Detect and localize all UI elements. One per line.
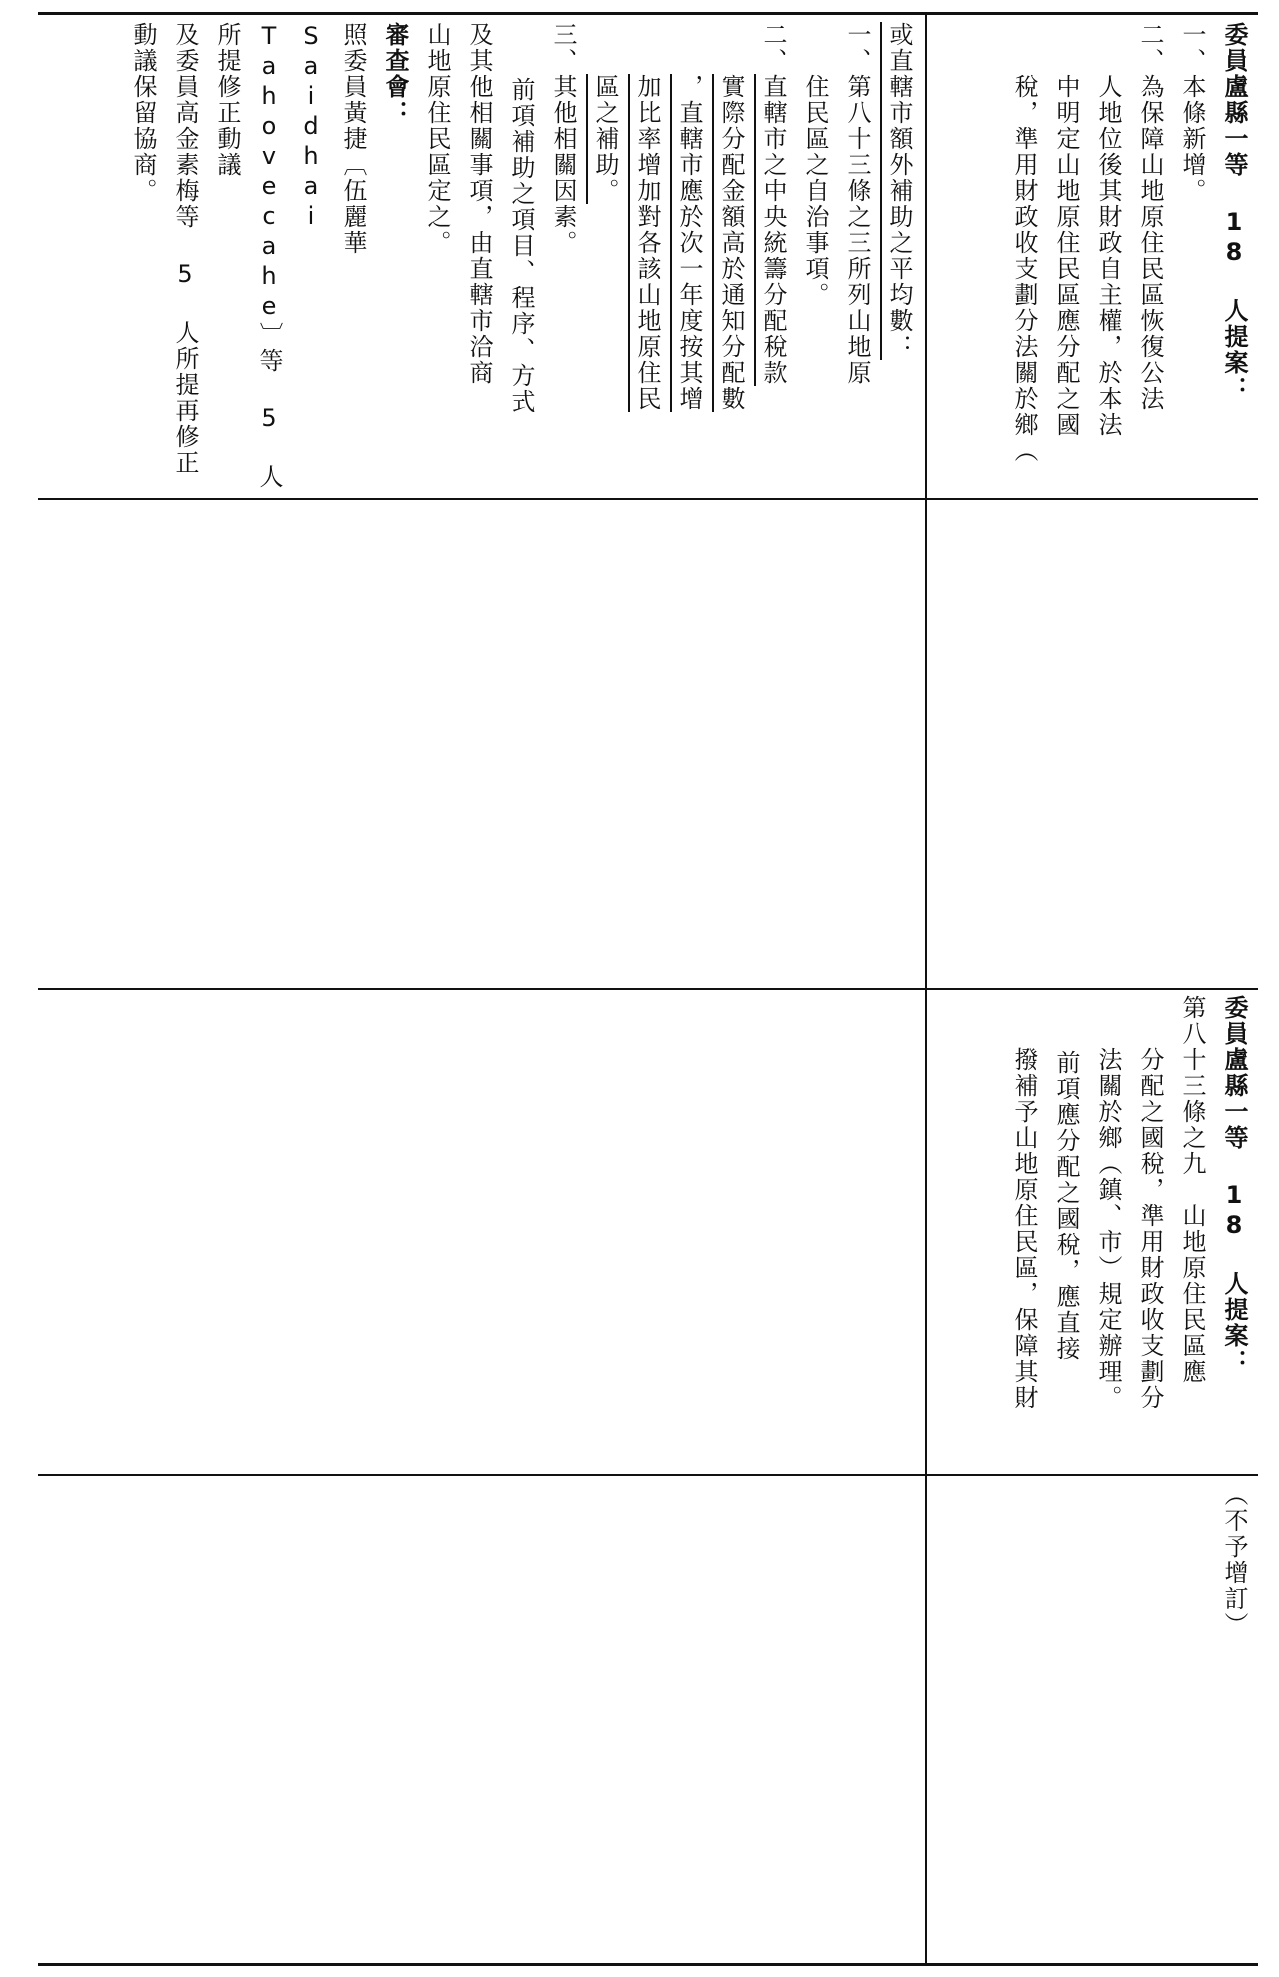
table-row-divider-1 (38, 498, 1258, 500)
cell-line: 人地位後其財政自主權，於本法 (1094, 74, 1122, 438)
section-heading: 審查會： (381, 22, 409, 126)
table-top-border (38, 12, 1258, 15)
cell-line: 動議保留協商。 (129, 22, 157, 204)
cell-line: 照委員黃捷〔伍麗華 Saidhai (297, 22, 367, 256)
cell-line: ，直轄市應於次一年度按其增 (675, 74, 703, 412)
cell-line: 分配之國稅，準用財政收支劃分 (1136, 1047, 1164, 1411)
cell-line: 住民區之自治事項。 (801, 74, 829, 308)
cell-line: 或直轄市額外補助之平均數： (885, 22, 913, 360)
cell-line: 前項補助之項目、程序、方式 (507, 77, 535, 415)
table-bottom-border (38, 1963, 1258, 1966)
cell-line: 稅，準用財政收支劃分法關於鄉（ (1010, 74, 1038, 464)
cell-line: （不予增訂） (1220, 1482, 1248, 1638)
section-heading: 委員盧縣一等 18 人提案： (1220, 22, 1248, 402)
table-row-divider-2 (38, 988, 1258, 990)
cell-line: Tahovecahe〕等 5 人所提修正動議 (213, 22, 283, 490)
cell-line (752, 22, 794, 492)
cell-line: 及委員高金素梅等 5 人所提再修正 (171, 22, 199, 476)
cell-line: 撥補予山地原住民區，保障其財 (1010, 1047, 1038, 1411)
cell-line: 第八十三條之九 山地原住民區應 (1178, 995, 1206, 1385)
cell-line: 及其他相關事項，由直轄市洽商 (465, 22, 493, 386)
cell-line: 前項應分配之國稅，應直接 (1052, 1050, 1080, 1362)
top-left-cell (930, 22, 1255, 492)
cell-line: 山地原住民區定之。 (423, 22, 451, 256)
section-heading: 委員盧縣一等 18 人提案： (1220, 995, 1248, 1375)
cell-line: 區之補助。 (591, 74, 619, 204)
top-right-cell (40, 22, 920, 492)
cell-line: 加比率增加對各該山地原住民 (633, 74, 661, 412)
cell-line: 中明定山地原住民區應分配之國 (1052, 74, 1080, 438)
list-prefix: 二、 (759, 22, 787, 74)
cell-line: 一、本條新增。 (1178, 22, 1206, 204)
cell-line: 實際分配金額高於通知分配數 (717, 74, 745, 412)
underlined-text: 直轄市之中央統籌分配稅款 (759, 74, 787, 386)
cell-line: 二、為保障山地原住民區恢復公法 (1136, 22, 1164, 412)
cell-line: 一、第八十三條之三所列山地原 (843, 22, 871, 386)
table-row-divider-3 (38, 1474, 1258, 1476)
bottom-right-cell (930, 995, 1255, 1465)
cell-line: 三、其他相關因素。 (549, 22, 577, 256)
bottom-left-cell (930, 1482, 1255, 1952)
cell-line: 法關於鄉（鎮、市）規定辦理。 (1094, 1047, 1122, 1411)
